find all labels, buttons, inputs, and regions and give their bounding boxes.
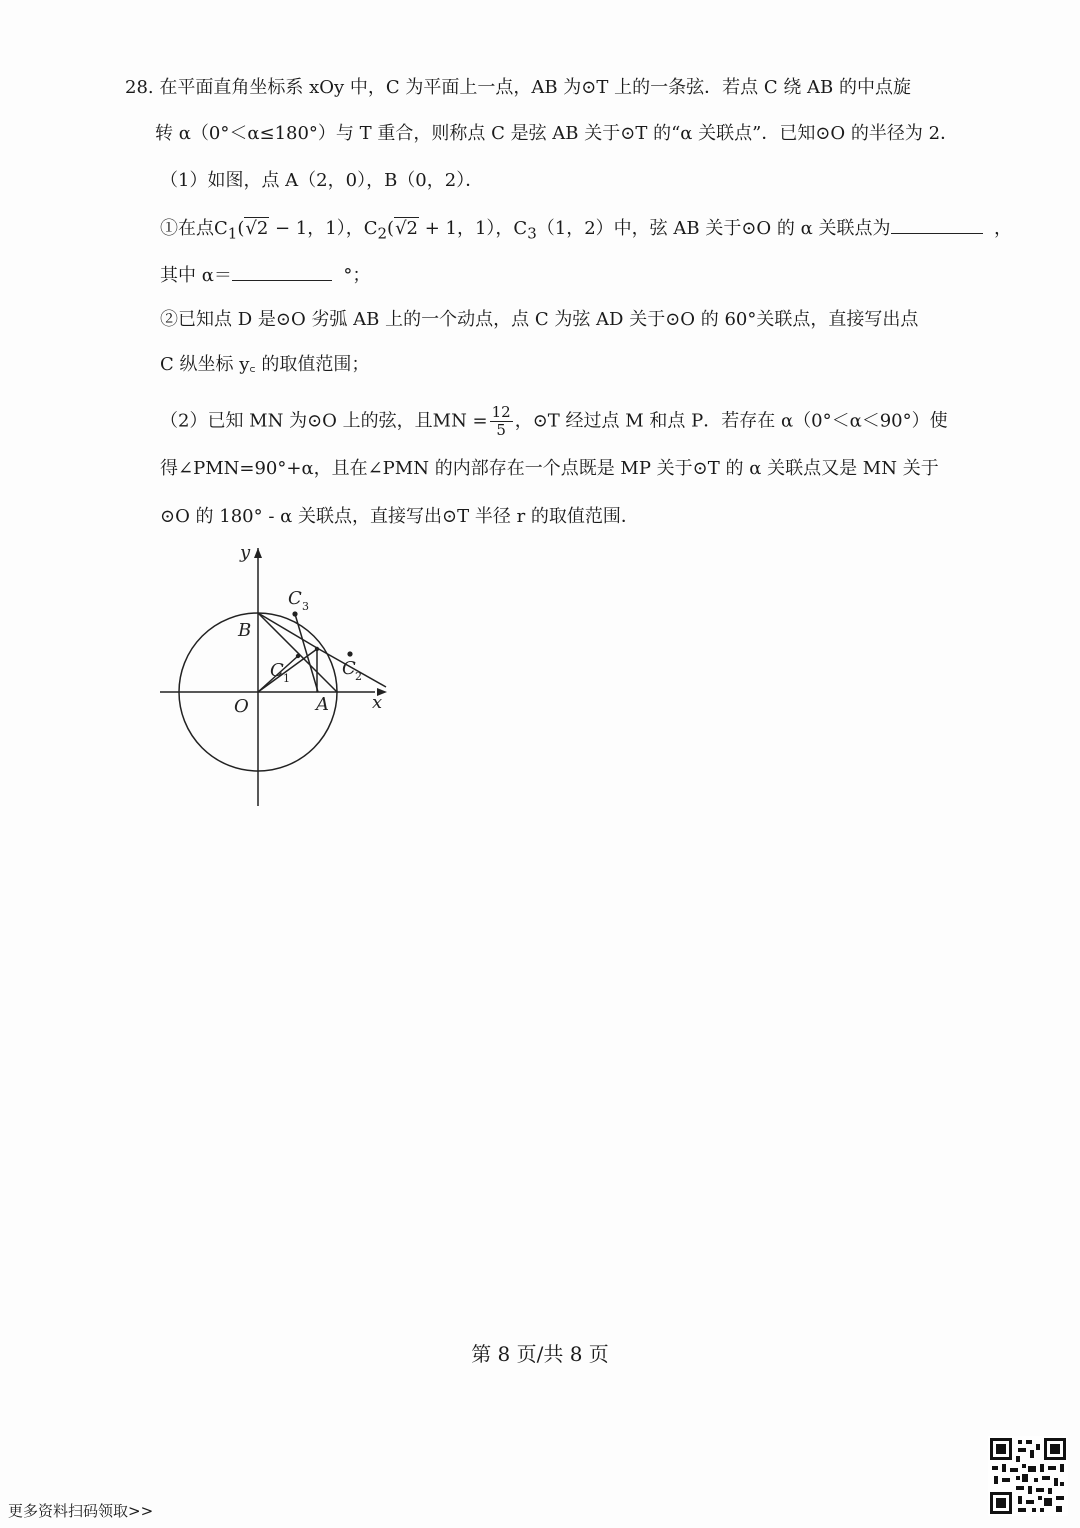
subscript: 1 xyxy=(227,224,238,243)
subscript: 3 xyxy=(527,224,537,243)
text-segment: ①在点C xyxy=(160,218,228,239)
text-segment: ，1），C xyxy=(456,218,528,239)
problem-line-3: （1）如图，点 A（2，0），B（0，2）． xyxy=(160,170,484,191)
problem-line-7: C 纵坐标 y꜀ 的取值范围； xyxy=(160,354,370,375)
point-c1-label: C xyxy=(270,660,284,681)
fraction-denominator: 5 xyxy=(496,421,506,439)
sqrt-two: √2 xyxy=(245,218,269,239)
problem-line-8 xyxy=(160,404,948,439)
text-segment: （1，2）中，弦 AB 关于⊙O 的 α 关联点为 xyxy=(536,218,891,239)
paren: ( xyxy=(237,218,245,239)
problem-line-5 xyxy=(160,262,370,289)
y-arrow-icon xyxy=(254,548,262,558)
subscript-1: 1 xyxy=(283,672,290,685)
coordinate-figure xyxy=(150,538,410,813)
text-segment: （2）已知 MN 为⊙O 上的弦，且MN = xyxy=(160,410,488,432)
fraction-numerator: 12 xyxy=(491,403,511,421)
text-segment: °； xyxy=(343,265,371,286)
origin-label: O xyxy=(234,696,249,717)
subscript-2: 2 xyxy=(355,670,362,683)
subscript-3: 3 xyxy=(302,600,309,613)
answer-blank-1[interactable] xyxy=(891,215,983,234)
text-segment: ，1），C xyxy=(307,218,378,239)
point-c2-label: C xyxy=(342,658,356,679)
point-b-label: B xyxy=(238,620,252,641)
subscript: 2 xyxy=(377,224,388,243)
text-segment: + 1 xyxy=(419,218,457,239)
problem-line-10: ⊙O 的 180° - α 关联点，直接写出⊙T 半径 r 的取值范围． xyxy=(160,506,639,527)
point-c3 xyxy=(292,611,297,616)
problem-line-9: 得∠PMN=90°+α，且在∠PMN 的内部存在一个点既是 MP 关于⊙T 的 α 关联点又是 MN 关于 xyxy=(160,458,939,479)
page-number: 第 8 页/共 8 页 xyxy=(471,1342,609,1366)
answer-blank-2[interactable] xyxy=(232,262,332,281)
point-c2 xyxy=(347,651,352,656)
qr-code-icon[interactable] xyxy=(988,1436,1068,1516)
problem-line-4 xyxy=(160,215,1012,247)
text-segment: ， xyxy=(993,218,1012,239)
sqrt-two: √2 xyxy=(395,218,418,239)
point-d xyxy=(315,647,319,651)
promo-note: 更多资料扫码领取>> xyxy=(8,1502,154,1520)
problem-line-1: 28. 在平面直角坐标系 xOy 中，C 为平面上一点，AB 为⊙T 上的一条弦．若点 C 绕 AB 的中点旋 xyxy=(125,77,912,98)
segment-oc xyxy=(258,649,317,692)
y-axis-label: y xyxy=(240,542,251,563)
problem-line-2: 转 α（0°＜α≤180°）与 T 重合，则称点 C 是弦 AB 关于⊙T 的“α 关联点”．已知⊙O 的半径为 2． xyxy=(155,123,959,144)
x-axis-label: x xyxy=(372,692,383,713)
text-segment: ，⊙T 经过点 M 和点 P．若存在 α（0°＜α＜90°）使 xyxy=(514,410,948,432)
text-segment: 其中 α＝ xyxy=(160,265,232,286)
point-a-label: A xyxy=(316,694,329,715)
point-c1 xyxy=(296,654,300,658)
text-segment: − 1 xyxy=(269,218,308,239)
fraction xyxy=(490,404,513,439)
point-c3-label: C xyxy=(288,588,302,609)
problem-line-6: ②已知点 D 是⊙O 劣弧 AB 上的一个动点，点 C 为弦 AD 关于⊙O 的 60°关联点，直接写出点 xyxy=(160,309,919,330)
paren: ( xyxy=(387,218,395,239)
